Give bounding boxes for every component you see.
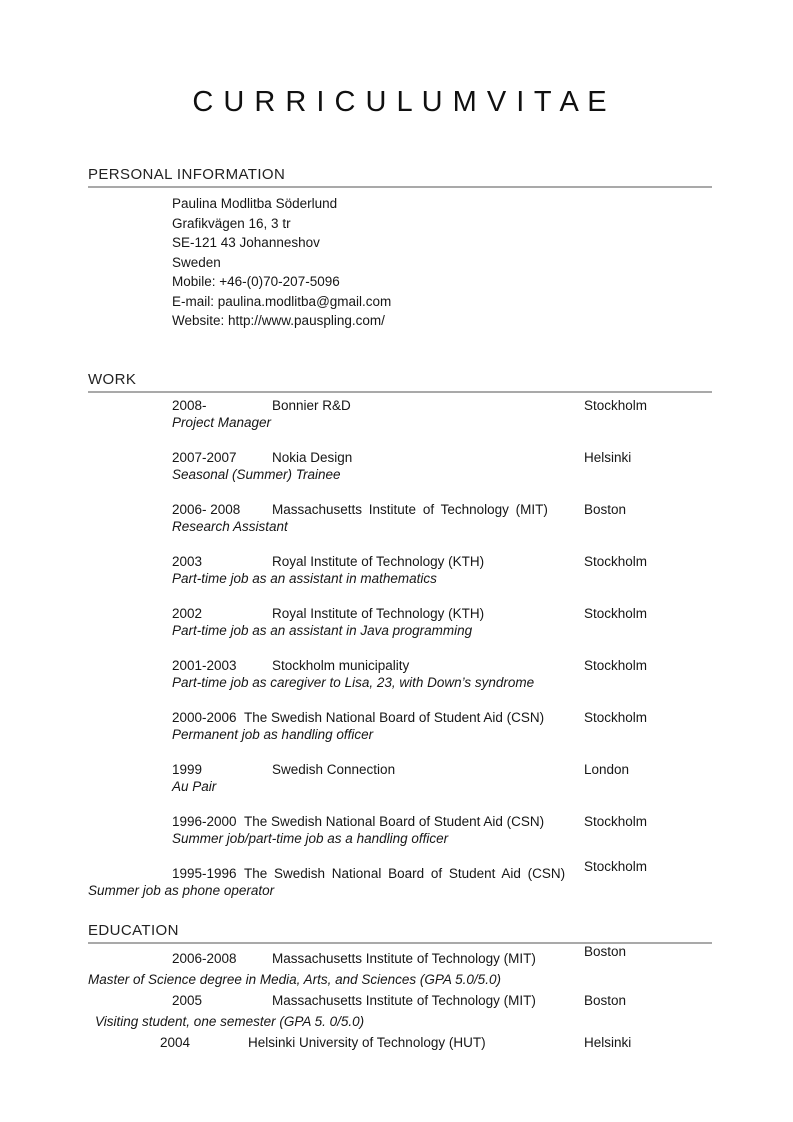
work-period: 2000-2006 — [172, 709, 237, 725]
education-entry — [160, 1032, 712, 1053]
work-period: 2007-2007 — [172, 449, 237, 465]
personal-info-block — [172, 194, 712, 331]
work-entry — [172, 657, 712, 692]
work-entry-line — [172, 501, 712, 519]
education-entry-line — [172, 990, 712, 1011]
personal-website-line: Website: http://www.pauspling.com/ — [172, 313, 385, 328]
work-period: 1996-2000 — [172, 813, 237, 829]
education-period: 2005 — [172, 992, 203, 1008]
work-period: 2006- 2008 — [172, 501, 241, 517]
work-employer: The Swedish National Board of Student Aid (CSN) — [244, 709, 545, 725]
work-employer: Royal Institute of Technology (KTH) — [272, 553, 485, 569]
personal-email-line: E-mail: paulina.modlitba@gmail.com — [172, 293, 392, 309]
work-entry — [88, 858, 712, 900]
work-location: Stockholm — [584, 553, 648, 569]
education-location: Boston — [584, 943, 627, 959]
work-entry — [172, 709, 712, 744]
section-education — [88, 922, 712, 1053]
section-personal-information — [88, 166, 712, 331]
work-entry-line — [172, 761, 712, 779]
work-entry — [172, 397, 712, 432]
work-role: Research Assistant — [172, 519, 288, 534]
work-entry-line — [172, 813, 712, 831]
work-entry-line — [172, 657, 712, 675]
work-entry-line — [172, 605, 712, 623]
work-location: Stockholm — [584, 657, 648, 673]
work-location: Stockholm — [584, 858, 648, 874]
work-entry-line — [172, 397, 712, 415]
personal-name-line: Paulina Modlitba Söderlund — [172, 196, 338, 211]
personal-street-line: Grafikvägen 16, 3 tr — [172, 215, 291, 231]
work-period: 1999 — [172, 761, 203, 777]
education-entries — [88, 943, 712, 1053]
work-entry — [172, 761, 712, 796]
work-role: Project Manager — [172, 415, 272, 430]
education-location: Helsinki — [584, 1034, 632, 1050]
work-role: Part-time job as caregiver to Lisa, 23, with Down’s syndrome — [172, 675, 535, 690]
work-entry-line — [172, 553, 712, 571]
education-entry — [88, 943, 712, 990]
work-location: Boston — [584, 501, 627, 517]
work-employer: Bonnier R&D — [272, 397, 351, 413]
work-entry — [172, 605, 712, 640]
education-period: 2004 — [160, 1034, 191, 1050]
education-entry-line — [172, 943, 712, 969]
work-entry-line — [172, 449, 712, 467]
work-role: Summer job as phone operator — [88, 883, 275, 898]
work-employer: Swedish Connection — [272, 761, 396, 777]
work-period: 2003 — [172, 553, 203, 569]
work-entry-line — [172, 709, 712, 727]
work-location: Stockholm — [584, 397, 648, 413]
personal-information-heading: PERSONAL INFORMATION — [88, 166, 712, 188]
personal-postal-line: SE-121 43 Johanneshov — [172, 235, 320, 250]
personal-mobile-line: Mobile: +46-(0)70-207-5096 — [172, 274, 340, 289]
work-entry — [172, 501, 712, 536]
personal-country-line: Sweden — [172, 254, 221, 270]
education-degree: Visiting student, one semester (GPA 5. 0/5.0) — [95, 1013, 365, 1029]
work-entry — [172, 449, 712, 484]
work-period: 2008- — [172, 397, 207, 413]
work-employer: The Swedish National Board of Student Aid (CSN) — [244, 865, 566, 881]
education-school: Massachusetts Institute of Technology (MIT) — [272, 950, 536, 966]
work-location: Stockholm — [584, 605, 648, 621]
work-period: 2002 — [172, 605, 203, 621]
work-role: Permanent job as handling officer — [172, 727, 374, 742]
work-location: Helsinki — [584, 449, 632, 465]
work-role: Summer job/part-time job as a handling officer — [172, 831, 449, 846]
education-degree: Master of Science degree in Media, Arts, and Sciences (GPA 5.0/5.0) — [88, 971, 501, 987]
page-title: C U R R I C U L U M V I T A E — [192, 86, 608, 118]
work-role: Au Pair — [172, 779, 217, 794]
education-entry — [95, 990, 712, 1032]
work-period: 1995-1996 — [172, 865, 237, 881]
work-role: Seasonal (Summer) Trainee — [172, 467, 341, 482]
work-heading: WORK — [88, 371, 712, 393]
work-entry — [172, 813, 712, 848]
work-employer: Royal Institute of Technology (KTH) — [272, 605, 485, 621]
work-employer: Stockholm municipality — [272, 657, 410, 673]
education-school: Massachusetts Institute of Technology (MIT) — [272, 992, 536, 1008]
work-employer: The Swedish National Board of Student Aid (CSN) — [244, 813, 545, 829]
work-location: London — [584, 761, 630, 777]
work-employer: Massachusetts Institute of Technology (MIT) — [272, 501, 548, 517]
education-entry-line — [160, 1032, 712, 1053]
work-location: Stockholm — [584, 813, 648, 829]
work-entry — [172, 553, 712, 588]
work-period: 2001-2003 — [172, 657, 237, 673]
education-heading: EDUCATION — [88, 922, 712, 944]
education-school: Helsinki University of Technology (HUT) — [248, 1034, 486, 1050]
education-location: Boston — [584, 992, 627, 1008]
work-employer: Nokia Design — [272, 449, 353, 465]
work-role: Part-time job as an assistant in Java programming — [172, 623, 473, 638]
work-entries — [88, 397, 712, 900]
work-location: Stockholm — [584, 709, 648, 725]
work-role: Part-time job as an assistant in mathematics — [172, 571, 437, 586]
education-period: 2006-2008 — [172, 950, 237, 966]
work-entry-line — [172, 858, 712, 883]
section-work — [88, 371, 712, 900]
